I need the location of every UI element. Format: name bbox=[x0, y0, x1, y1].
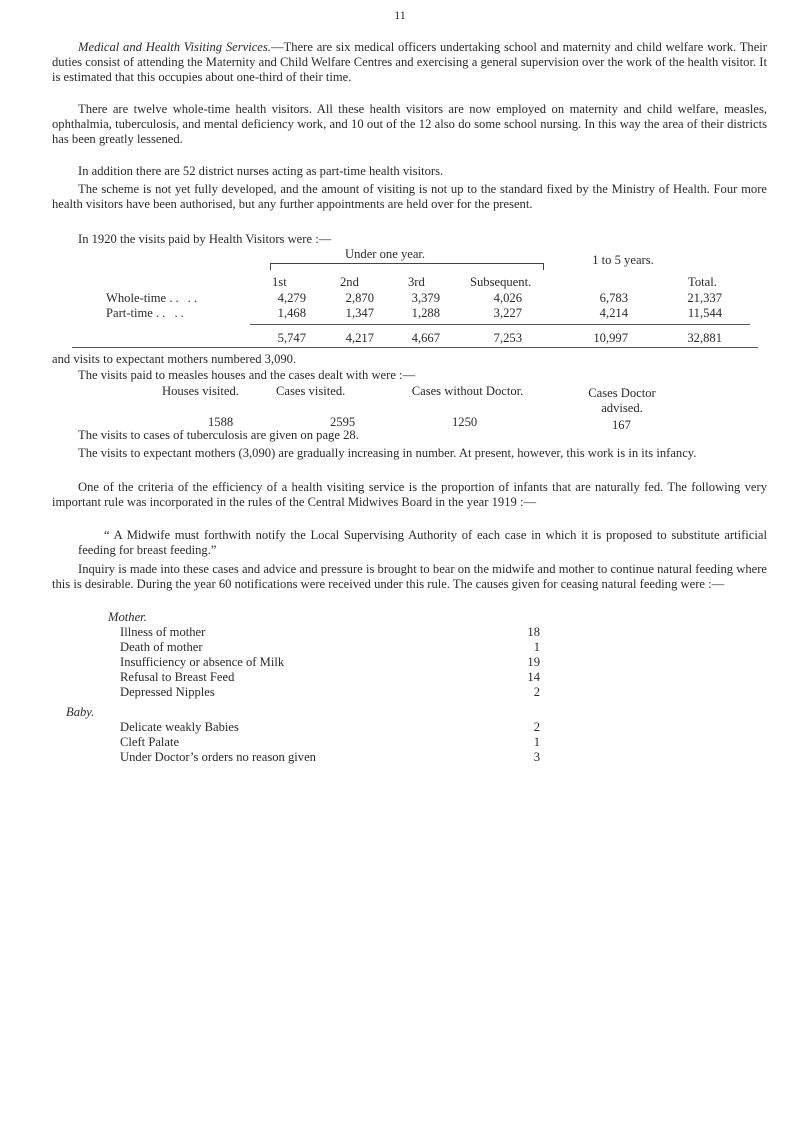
cause-row bbox=[120, 655, 540, 670]
row-label-part-time: Part-time .. .. bbox=[106, 306, 187, 320]
cause-value: 2 bbox=[533, 720, 540, 734]
measles-header-houses: Houses visited. bbox=[162, 384, 239, 398]
paragraph-measles-intro: The visits paid to measles houses and the cases dealt with were :— bbox=[78, 368, 416, 382]
visits-cell: 1,468 bbox=[277, 306, 306, 320]
cause-label: Under Doctor’s orders no reason given bbox=[120, 750, 316, 764]
cause-value: 1 bbox=[533, 640, 540, 654]
paragraph-midwife-rule: “ A Midwife must forthwith notify the Local Supervising Authority of each case in which it is proposed to substitute artificial feeding for breast feeding.” bbox=[78, 528, 767, 557]
cause-label: Insufficiency or absence of Milk bbox=[120, 655, 285, 669]
cause-row bbox=[120, 685, 540, 700]
cause-label: Death of mother bbox=[120, 640, 203, 654]
visits-total-cell: 4,217 bbox=[345, 331, 374, 345]
visits-cell: 11,544 bbox=[687, 306, 722, 320]
paragraph-criteria: One of the criteria of the efficiency of a health visiting service is the proportion of infants that are naturally fed. The following very important rule was incorporated in the rules of the Central Midwives Board in the year 1919 :— bbox=[52, 480, 767, 509]
cause-value: 2 bbox=[533, 685, 540, 699]
paragraph-health-visitors: There are twelve whole-time health visitors. All these health visitors are now employed on maternity and child welfare, measles, ophthalmia, tuberculosis, and mental deficiency work, and 10 out of the 12 also do some school nursing. In this way the area of their districts has been greatly lessened. bbox=[52, 102, 767, 146]
paragraph-expectant-mothers: and visits to expectant mothers numbered 3,090. bbox=[52, 352, 297, 366]
measles-header-without-doctor: Cases without Doctor. bbox=[411, 384, 524, 398]
visits-cell: 4,026 bbox=[493, 291, 522, 305]
visits-cell: 4,214 bbox=[599, 306, 628, 320]
paragraph-district-nurses: In addition there are 52 district nurses acting as part-time health visitors. bbox=[78, 164, 444, 178]
measles-value-without-doctor: 1250 bbox=[452, 415, 478, 429]
visits-cell: 3,227 bbox=[493, 306, 522, 320]
col-header-2nd: 2nd bbox=[340, 275, 359, 289]
visits-total-cell: 32,881 bbox=[687, 331, 722, 345]
cause-value: 18 bbox=[527, 625, 540, 639]
cause-value: 14 bbox=[527, 670, 540, 684]
col-header-1to5: 1 to 5 years. bbox=[592, 253, 654, 267]
measles-value-doctor-advised: 167 bbox=[612, 418, 631, 432]
cause-label: Cleft Palate bbox=[120, 735, 180, 749]
measles-header-doctor-advised: Cases Doctor advised. bbox=[588, 386, 656, 415]
table-bottom-rule bbox=[72, 347, 758, 348]
cause-value: 19 bbox=[527, 655, 540, 669]
heading-baby: Baby. bbox=[66, 705, 95, 719]
visits-total-cell: 5,747 bbox=[277, 331, 306, 345]
cause-row bbox=[120, 735, 540, 750]
col-header-3rd: 3rd bbox=[408, 275, 425, 289]
visits-cell: 21,337 bbox=[687, 291, 722, 305]
paragraph-inquiry: Inquiry is made into these cases and advice and pressure is brought to bear on the midwife and mother to continue natural feeding where this is desirable. During the year 60 notifications were received under this rule. The causes given for ceasing natural feeding were :— bbox=[52, 562, 767, 591]
page-number: 11 bbox=[394, 8, 406, 22]
visits-cell: 3,379 bbox=[411, 291, 440, 305]
paragraph-medical-services bbox=[52, 40, 767, 85]
cause-label: Refusal to Breast Feed bbox=[120, 670, 235, 684]
cause-value: 3 bbox=[533, 750, 540, 764]
table-group-header: Under one year. bbox=[345, 247, 426, 261]
visits-cell: 1,288 bbox=[411, 306, 440, 320]
col-header-1st: 1st bbox=[272, 275, 287, 289]
cause-row bbox=[120, 670, 540, 685]
cause-label: Delicate weakly Babies bbox=[120, 720, 239, 734]
group-brace bbox=[270, 263, 544, 270]
measles-value-cases-visited: 2595 bbox=[330, 415, 356, 429]
cause-label: Depressed Nipples bbox=[120, 685, 215, 699]
paragraph-scheme: The scheme is not yet fully developed, and the amount of visiting is not up to the standard fixed by the Ministry of Health. Four more health visitors have been authorised, but any further appointments are held over for the present. bbox=[52, 182, 767, 211]
visits-cell: 1,347 bbox=[345, 306, 374, 320]
cause-label: Illness of mother bbox=[120, 625, 206, 639]
heading-mother: Mother. bbox=[108, 610, 147, 624]
visits-total-cell: 7,253 bbox=[493, 331, 522, 345]
paragraph-expectant-visits: The visits to expectant mothers (3,090) are gradually increasing in number. At present, however, this work is in its infancy. bbox=[78, 446, 697, 460]
cause-row bbox=[120, 640, 540, 655]
cause-row bbox=[120, 625, 540, 640]
total-rule bbox=[250, 324, 750, 325]
col-header-total: Total. bbox=[688, 275, 717, 289]
paragraph-tuberculosis: The visits to cases of tuberculosis are given on page 28. bbox=[78, 428, 359, 442]
paragraph-text: —There are six medical officers undertaking school and maternity and child welfare work. Their duties consist of attending the Maternity and Child Welfare Centres and exercising a general supervision over the work of the health visitor. It is estimated that this occupies about one-third of their time. bbox=[52, 40, 767, 84]
visits-total-cell: 10,997 bbox=[593, 331, 628, 345]
visits-cell: 4,279 bbox=[277, 291, 306, 305]
visits-cell: 2,870 bbox=[345, 291, 374, 305]
cause-row bbox=[120, 720, 540, 735]
cause-value: 1 bbox=[533, 735, 540, 749]
visits-cell: 6,783 bbox=[599, 291, 628, 305]
paragraph-visits-intro: In 1920 the visits paid by Health Visitors were :— bbox=[78, 232, 332, 246]
col-header-subsequent: Subsequent. bbox=[470, 275, 532, 289]
measles-header-cases-visited: Cases visited. bbox=[276, 384, 346, 398]
visits-total-cell: 4,667 bbox=[411, 331, 440, 345]
measles-value-houses: 1588 bbox=[208, 415, 234, 429]
row-label-whole-time: Whole-time .. .. bbox=[106, 291, 201, 305]
section-heading: Medical and Health Visiting Services. bbox=[78, 40, 271, 54]
cause-row bbox=[120, 750, 540, 765]
